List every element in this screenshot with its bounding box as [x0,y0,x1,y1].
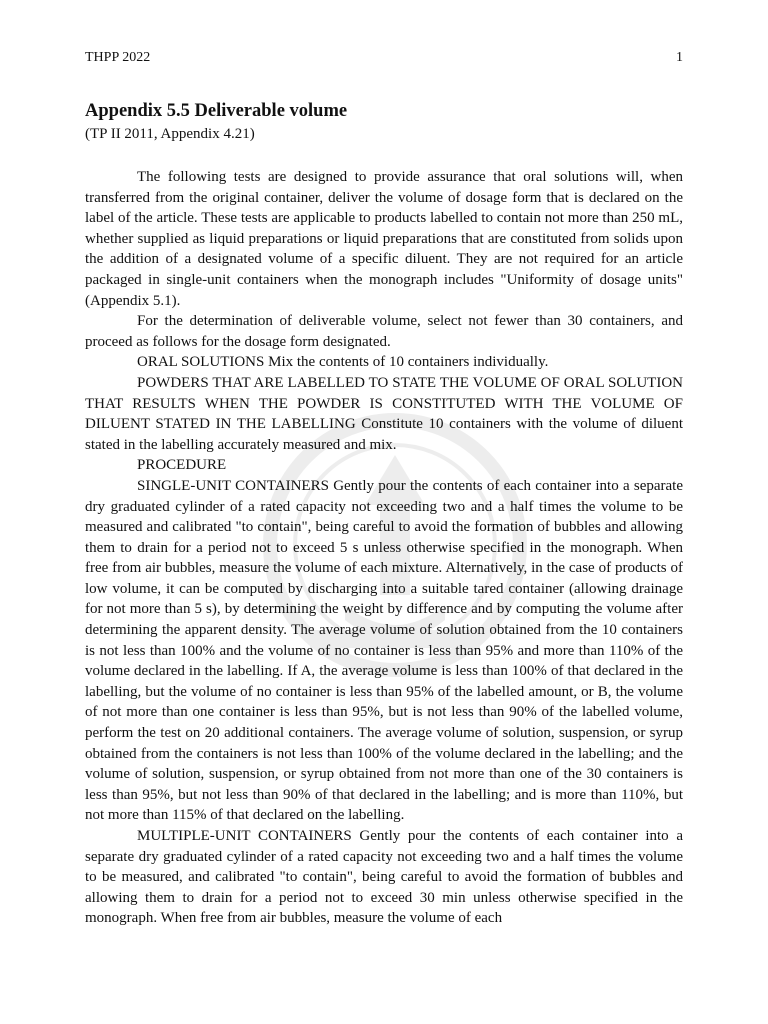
page-subtitle: (TP II 2011, Appendix 4.21) [85,126,255,142]
paragraph [85,826,683,929]
document-body [85,167,683,929]
paragraph [85,373,683,455]
paragraph-lead: PROCEDURE [137,457,227,474]
paragraph [85,352,683,373]
page-title: Appendix 5.5 Deliverable volume [85,101,348,121]
paragraph-lead: ORAL SOLUTIONS [137,354,265,371]
paragraph [85,167,683,311]
paragraph [85,455,683,476]
page-number: 1 [676,50,683,65]
paragraph-lead: SINGLE-UNIT CONTAINERS [137,477,329,494]
paragraph-text: For the determination of deliverable volume, select not fewer than 30 containers, and proceed as follows for the dosage form designated. [85,313,683,350]
paragraph-text: Constitute 10 containers with the volume of diluent stated in the labelling accurately measured and mix. [85,416,684,453]
paragraph-text: Mix the contents of 10 containers individually. [264,354,549,371]
page-header [85,50,683,66]
paragraph-text: The following tests are designed to provide assurance that oral solutions will, when transferred from the original container, deliver the volume of dosage form that is declared on the label of the article. These tests are applicable to products labelled to contain not more than 250 mL, whether supplied as liquid preparations or liquid preparations that are constituted from solids upon the addition of a designated volume of a specific diluent. They are not required for an article packaged in single-unit containers when the monograph includes "Uniformity of dosage units" (Appendix 5.1). [85,169,683,309]
paragraph [85,311,683,352]
paragraph-lead: MULTIPLE-UNIT CONTAINERS [137,828,352,844]
header-label: THPP 2022 [85,50,151,65]
paragraph-text: Gently pour the contents of each container into a separate dry graduated cylinder of a rated capacity not exceeding two and a half times the volume to be measured, and calibrated "to contain", being careful to avoid the formation of bubbles and allowing them to drain for a period not to exceed 30 min unless otherwise specified in the monograph. When free from air bubbles, measure the volume of each [85,828,683,927]
paragraph [85,476,683,826]
paragraph-text: Gently pour the contents of each container into a separate dry graduated cylinder of a rated capacity not exceeding two and a half times the volume to be measured and calibrated "to contain", being careful to avoid the formation of bubbles and allowing them to drain for a period not to exceed 5 s unless otherwise specified in the monograph. When free from air bubbles, measure the volume of each mixture. Alternatively, in the case of products of low volume, it can be computed by discharging into a suitable tared container (allowing drainage for not more than 5 s), by determining the weight by difference and by computing the volume after determining the apparent density. The average volume of solution obtained from the 10 containers is not less than 100% and the volume of no container is less than 95% and more than 110% of the volume declared in the labelling. If A, the average volume is less than 100% of that declared in the labelling, but the volume of no container is less than 95% of the labelled amount, or B, the volume of not more than one container is less than 95%, but is not less than 90% of the labelled volume, perform the test on 20 additional containers. The average volume of solution, suspension, or syrup obtained from the containers is not less than 100% of the volume declared in the labelling; and the volume of solution, suspension, or syrup obtained from not more than one of the 30 containers is less than 95%, but not less than 90% of that declared in the labelling; and is more than 110%, but not more than 115% of that declared on the labelling. [85,477,683,824]
paragraph-lead: POWDERS THAT ARE LABELLED TO STATE THE VOLUME OF ORAL SOLUTION THAT RESULTS WHEN THE POWDER IS CONSTITUTED WITH THE VOLUME OF DILUENT STATED IN THE LABELLING [85,374,683,433]
